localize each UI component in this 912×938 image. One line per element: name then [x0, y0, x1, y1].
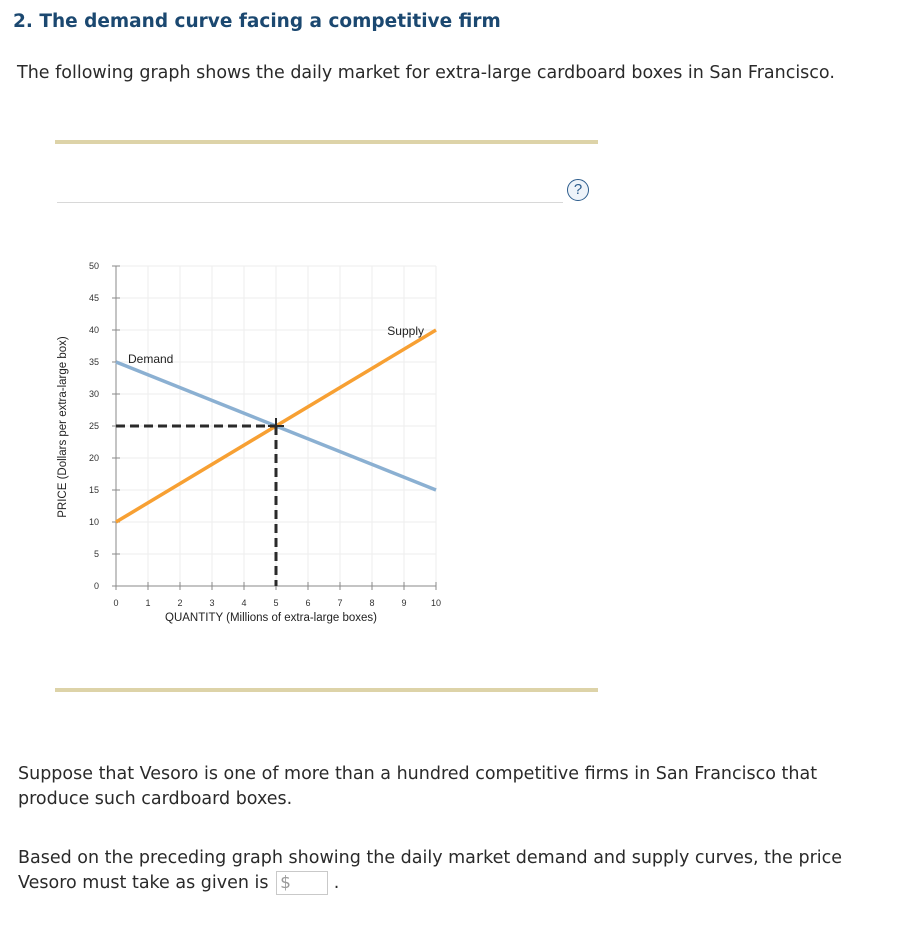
- y-tick-label: 5: [93, 549, 99, 559]
- question-mark-icon[interactable]: ?: [567, 179, 589, 201]
- supply-label: Supply: [387, 324, 424, 338]
- x-tick-label: 2: [177, 598, 183, 608]
- question-text: Based on the preceding graph showing the daily market demand and supply curves, the price Vesoro must take as given is: [18, 848, 843, 893]
- x-tick-label: 9: [401, 598, 407, 608]
- y-tick-label: 30: [88, 389, 99, 399]
- question-context: Suppose that Vesoro is one of more than a hundred competitive firms in San Francisco that produce such cardboard boxes.: [18, 764, 818, 809]
- x-tick-label: 10: [430, 598, 442, 608]
- y-tick-label: 50: [88, 261, 99, 271]
- y-tick-label: 45: [88, 293, 99, 303]
- demand-label: Demand: [128, 352, 174, 366]
- x-tick-label: 6: [305, 598, 311, 608]
- x-axis-label: QUANTITY (Millions of extra-large boxes): [165, 612, 377, 624]
- bottom-divider: [55, 688, 598, 692]
- y-tick-label: 25: [88, 421, 99, 431]
- y-tick-label: 35: [88, 357, 99, 367]
- dollar-sign: $: [280, 873, 291, 893]
- y-tick-label: 15: [88, 485, 99, 495]
- x-tick-label: 7: [337, 598, 343, 608]
- question-period: .: [333, 873, 340, 893]
- y-axis-label: PRICE (Dollars per extra-large box): [57, 336, 69, 518]
- x-tick-label: 3: [209, 598, 215, 608]
- y-tick-label: 10: [88, 517, 99, 527]
- y-tick-label: 20: [88, 453, 99, 463]
- y-tick-label: 0: [93, 581, 99, 591]
- page-title: 2. The demand curve facing a competitive firm: [13, 11, 501, 32]
- x-tick-label: 4: [241, 598, 247, 608]
- x-tick-label: 0: [113, 598, 119, 608]
- x-tick-label: 8: [369, 598, 375, 608]
- y-tick-label: 40: [88, 325, 99, 335]
- intro-text: The following graph shows the daily market for extra-large cardboard boxes in San Francisco.: [17, 63, 835, 83]
- price-answer-input[interactable]: [276, 871, 328, 895]
- question-prompt: [18, 846, 888, 896]
- x-tick-label: 1: [145, 598, 151, 608]
- x-tick-label: 5: [273, 598, 279, 608]
